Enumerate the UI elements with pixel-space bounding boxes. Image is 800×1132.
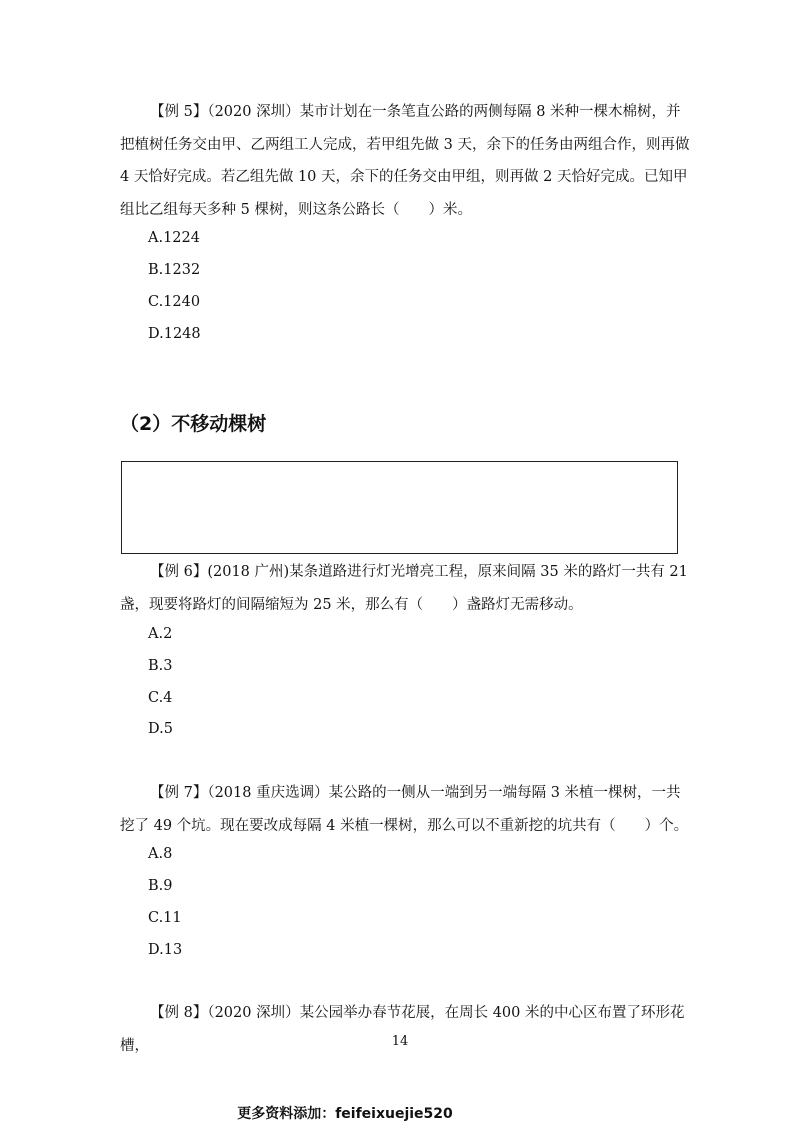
section-heading: （2）不移动棵树: [120, 413, 267, 435]
page-number: 14: [391, 1034, 409, 1049]
example-6-option-b: B.3: [148, 658, 173, 674]
example-7-option-a: A.8: [148, 846, 173, 862]
example-5-option-b: B.1232: [148, 262, 201, 278]
footer-note: 更多资料添加：feifeixuejie520: [237, 1106, 453, 1122]
example-5-option-d: D.1248: [148, 326, 201, 342]
example-7-text: 【例 7】（2018 重庆选调）某公路的一侧从一端到另一端每隔 3 米植一棵树，一共挖了 49 个坑。现在要改成每隔 4 米植一棵树，那么可以不重新挖的坑共有（ ）个。: [120, 785, 689, 834]
example-5-text: 【例 5】（2020 深圳）某市计划在一条笔直公路的两侧每隔 8 米种一棵木棉树，并把植树任务交由甲、乙两组工人完成，若甲组先做 3 天，余下的任务由两组合作，则再做 4 天恰好完成。若乙组先做 10 天，余下的任务交由甲组，则再做 2 天恰好完成。已知甲组比乙组每天多种 5 棵树，则这条公路长（ ）米。: [120, 104, 690, 218]
blank-answer-box: [121, 461, 678, 554]
example-7-option-b: B.9: [148, 878, 173, 894]
example-6-option-d: D.5: [148, 721, 173, 737]
example-6-option-a: A.2: [148, 626, 173, 642]
example-6-option-c: C.4: [148, 690, 173, 706]
example-7-option-d: D.13: [148, 942, 183, 958]
example-7-option-c: C.11: [148, 910, 182, 926]
example-5-option-c: C.1240: [148, 294, 201, 310]
example-8-text: 【例 8】（2020 深圳）某公园举办春节花展，在周长 400 米的中心区布置了环形花槽，: [120, 1005, 685, 1054]
example-5-option-a: A.1224: [148, 230, 200, 246]
example-6-text: 【例 6】(2018 广州)某条道路进行灯光增亮工程，原来间隔 35 米的路灯一共有 21 盏，现要将路灯的间隔缩短为 25 米，那么有（ ）盏路灯无需移动。: [120, 564, 688, 613]
